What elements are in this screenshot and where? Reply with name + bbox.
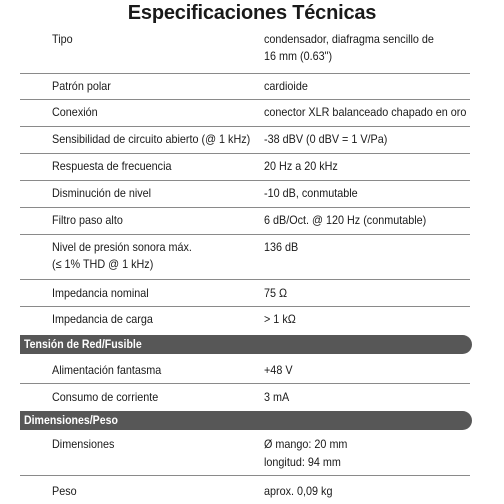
spec-label: Peso [52, 484, 77, 498]
spec-value: conector XLR balanceado chapado en oro [264, 105, 467, 119]
spec-label: Consumo de corriente [52, 390, 159, 404]
spec-row-tipo [20, 31, 470, 74]
spec-value: 20 Hz a 20 kHz [264, 159, 338, 173]
spec-value-line2: 16 mm (0.63") [264, 49, 333, 63]
spec-value: 6 dB/Oct. @ 120 Hz (conmutable) [264, 213, 427, 227]
spec-label: Disminución de nivel [52, 186, 152, 200]
spec-row-sensibilidad [20, 127, 470, 154]
section-title: Tensión de Red/Fusible [24, 337, 142, 351]
spec-value: cardioide [264, 79, 308, 93]
spec-row-nivel-presion [20, 235, 470, 280]
spec-value: condensador, diafragma sencillo de [264, 32, 434, 46]
section-header-power [20, 335, 472, 354]
spec-label: Respuesta de frecuencia [52, 159, 172, 173]
spec-label: Filtro paso alto [52, 213, 123, 227]
spec-row-impedancia-nominal [20, 280, 470, 307]
spec-label: Impedancia nominal [52, 286, 149, 300]
spec-label: Dimensiones [52, 437, 115, 451]
spec-value: -38 dBV (0 dBV = 1 V/Pa) [264, 132, 388, 146]
spec-value: 3 mA [264, 390, 290, 404]
spec-value: 136 dB [264, 240, 299, 254]
spec-value: -10 dB, conmutable [264, 186, 358, 200]
spec-value: 75 Ω [264, 286, 288, 300]
section-title: Dimensiones/Peso [24, 413, 118, 427]
spec-row-alimentacion-fantasma [20, 356, 470, 384]
page-title: Especificaciones Técnicas [127, 2, 377, 24]
spec-row-conexion [20, 100, 470, 127]
spec-value: Ø mango: 20 mm [264, 437, 348, 451]
spec-row-peso [20, 476, 470, 504]
spec-row-respuesta-frecuencia [20, 154, 470, 181]
spec-value: > 1 kΩ [264, 312, 296, 326]
spec-row-dimensiones [20, 432, 470, 476]
spec-value: aprox. 0,09 kg [264, 484, 333, 498]
spec-row-patron-polar [20, 74, 470, 100]
spec-label: Patrón polar [52, 79, 111, 93]
spec-label: Alimentación fantasma [52, 363, 162, 377]
spec-label: Impedancia de carga [52, 312, 153, 326]
spec-label: Sensibilidad de circuito abierto (@ 1 kHz) [52, 132, 251, 146]
spec-label-line2: (≤ 1% THD @ 1 kHz) [52, 257, 154, 271]
spec-row-filtro-paso-alto [20, 208, 470, 235]
section-header-dimensions [20, 411, 472, 430]
spec-value-line2: longitud: 94 mm [264, 455, 341, 469]
spec-value: +48 V [264, 363, 293, 377]
spec-row-consumo-corriente [20, 384, 470, 411]
spec-row-disminucion-nivel [20, 181, 470, 208]
spec-label: Tipo [52, 32, 73, 46]
spec-label: Conexión [52, 105, 98, 119]
spec-row-impedancia-carga [20, 307, 470, 334]
spec-label: Nivel de presión sonora máx. [52, 240, 192, 254]
